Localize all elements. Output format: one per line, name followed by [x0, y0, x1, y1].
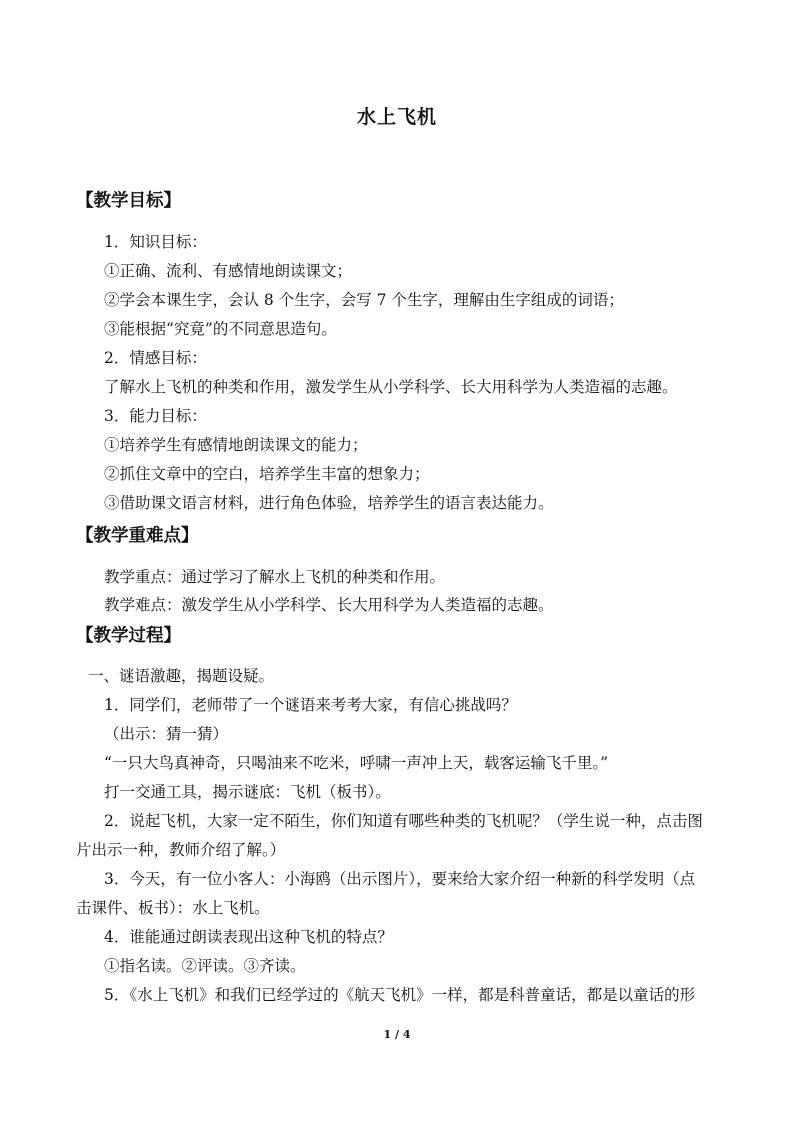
objectives-line-9: ②抓住文章中的空白，培养学生丰富的想象力； [104, 465, 430, 483]
process-line-2: 1．同学们，老师带了一个谜语来考考大家，有信心挑战吗？ [104, 696, 517, 714]
document-title: 水上飞机 [356, 106, 437, 128]
process-line-5: 打一交通工具，揭示谜底：飞机（板书）。 [104, 783, 391, 801]
process-line-9: 击课件、板书）：水上飞机。 [76, 899, 270, 917]
objectives-line-6: 了解水上飞机的种类和作用，激发学生从小学科学、长大用科学为人类造福的志趣。 [104, 378, 678, 396]
objectives-line-10: ③借助课文语言材料，进行角色体验，培养学生的语言表达能力。 [104, 494, 554, 512]
key-point-line-2: 教学难点：激发学生从小学科学、长大用科学为人类造福的志趣。 [104, 596, 554, 614]
section-heading-key-points: 【教学重难点】 [76, 526, 199, 546]
section-heading-objectives: 【教学目标】 [76, 191, 181, 211]
process-line-8: 3．今天，有一位小客人：小海鸥（出示图片），要来给大家介绍一种新的科学发明（点 [104, 870, 696, 888]
process-line-11: ①指名读。②评读。③齐读。 [104, 957, 306, 975]
process-line-1: 一、谜语激趣，揭题设疑。 [88, 667, 275, 685]
process-line-10: 4．谁能通过朗读表现出这种飞机的特点？ [104, 928, 393, 946]
objectives-line-1: 1．知识目标： [104, 233, 207, 251]
process-line-6: 2．说起飞机，大家一定不陌生，你们知道有哪些种类的飞机呢？（学生说一种，点击图 [104, 812, 703, 830]
process-line-3: （出示：猜一猜） [104, 725, 229, 743]
objectives-line-7: 3．能力目标： [104, 407, 207, 425]
objectives-line-2: ①正确、流利、有感情地朗读课文； [104, 262, 353, 280]
key-point-line-1: 教学重点：通过学习了解水上飞机的种类和作用。 [104, 568, 446, 586]
objectives-line-8: ①培养学生有感情地朗读课文的能力； [104, 436, 368, 454]
page-number: 1 / 4 [383, 1028, 411, 1041]
section-heading-process: 【教学过程】 [76, 626, 181, 646]
process-line-12: 5．《水上飞机》和我们已经学过的《航天飞机》一样，都是科普童话，都是以童话的形 [104, 986, 696, 1004]
objectives-line-3: ②学会本课生字，会认 8 个生字，会写 7 个生字，理解由生字组成的词语； [104, 291, 624, 309]
process-line-4: “一只大鸟真神奇，只喝油来不吃米，呼啸一声冲上天，载客运输飞千里。” [104, 754, 609, 772]
objectives-line-5: 2．情感目标： [104, 349, 207, 367]
process-line-7: 片出示一种，教师介绍了解。） [76, 841, 286, 859]
objectives-line-4: ③能根据“究竟”的不同意思造句。 [104, 320, 337, 338]
